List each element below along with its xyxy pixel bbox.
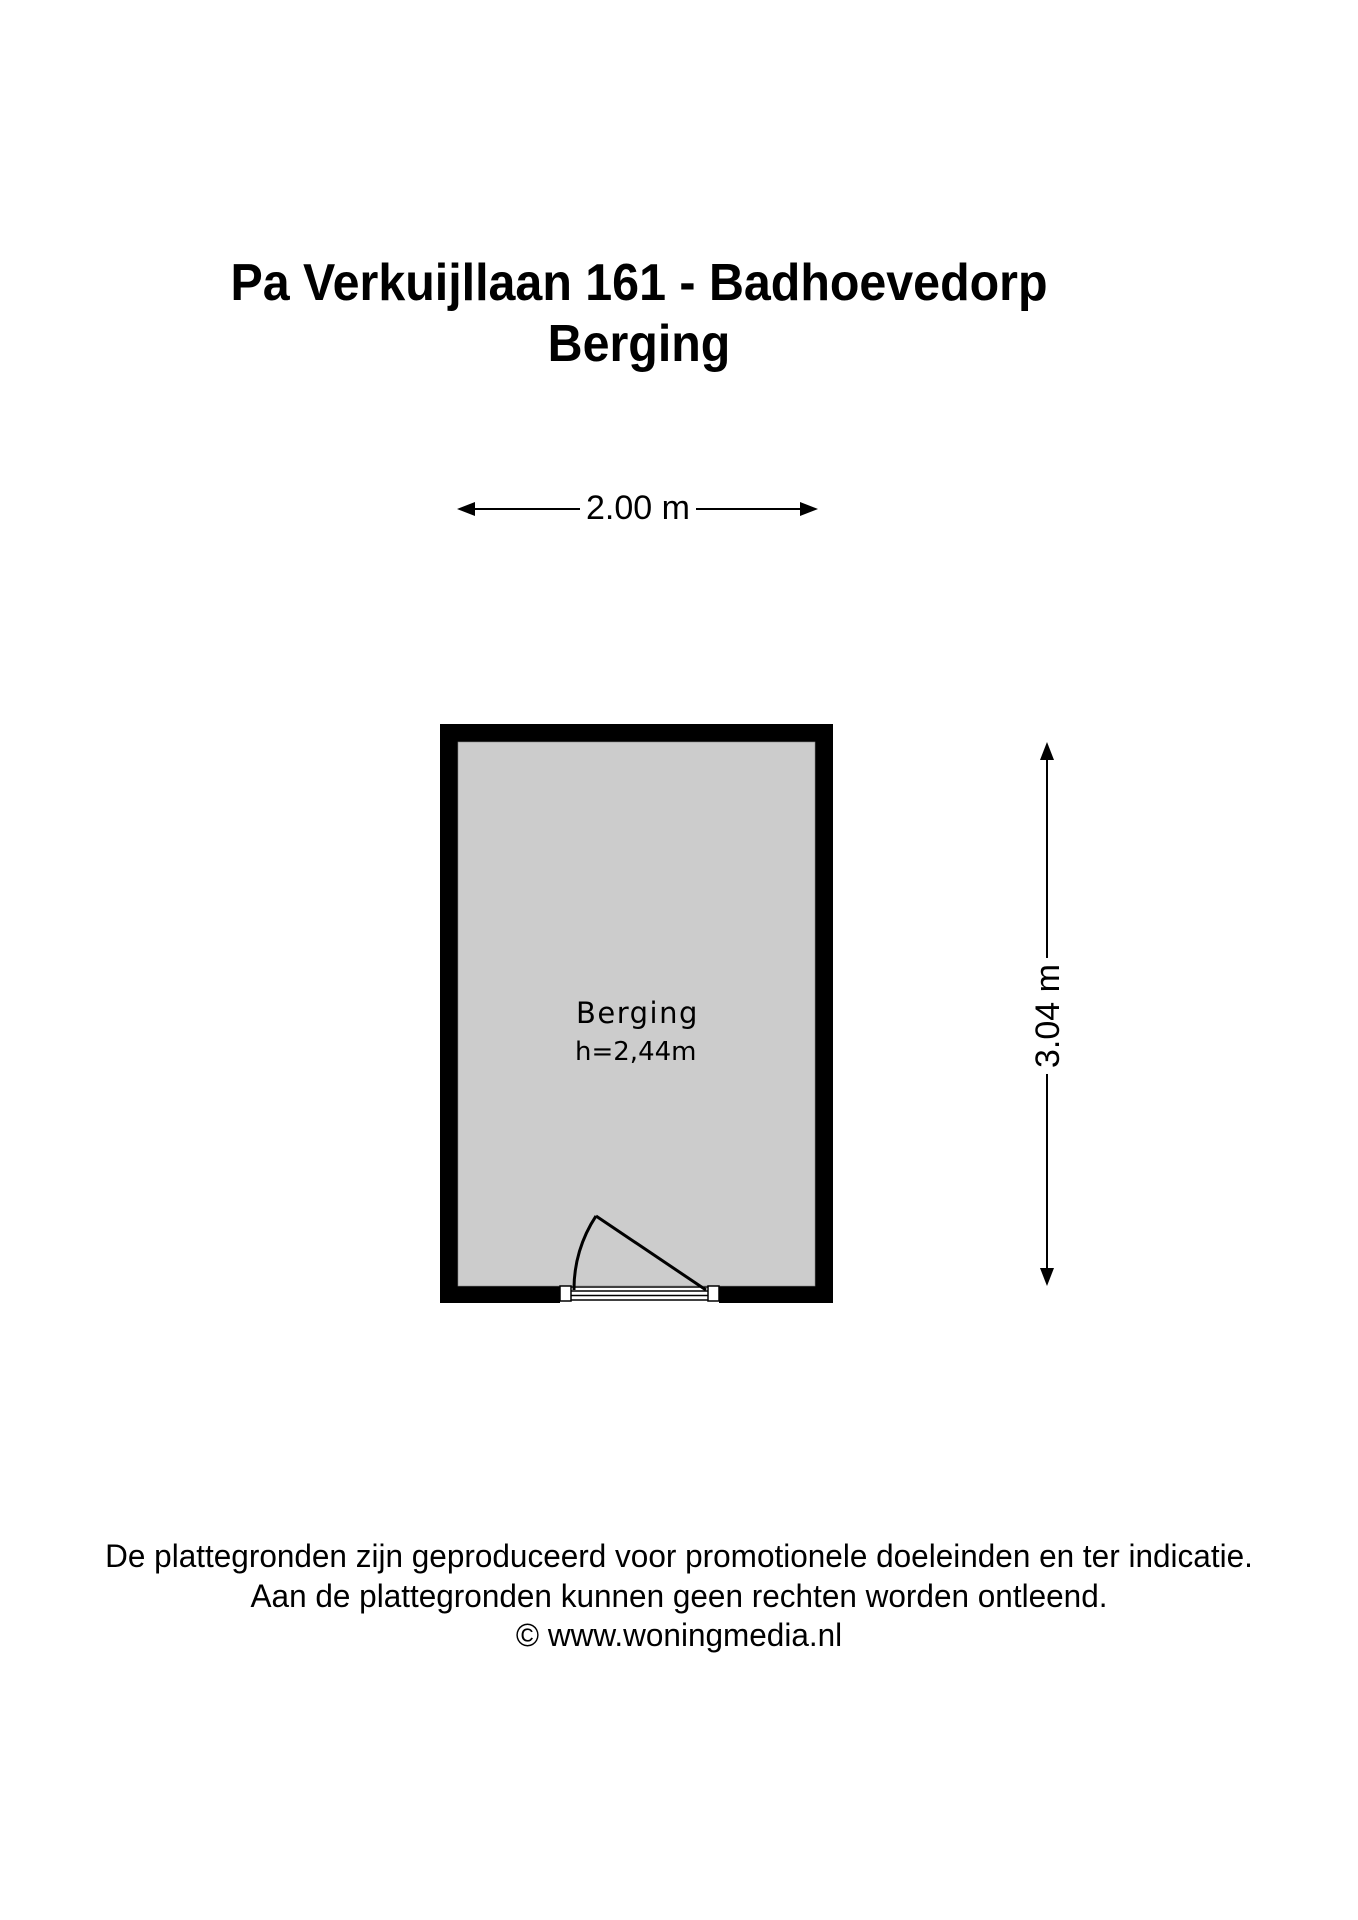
page-title: Pa Verkuijllaan 161 - Badhoevedorp [230,254,1048,312]
disclaimer-line-1: De plattegronden zijn geproduceerd voor promotionele doeleinden en ter indicatie. [105,1538,1253,1574]
copyright-link: © www.woningmedia.nl [515,1617,843,1653]
page-subtitle: Berging [547,315,731,373]
room-height-label: h=2,44m [575,1037,697,1067]
depth-dimension-label: 3.04 m [1031,958,1065,1074]
arrow-down-icon [1040,1268,1054,1286]
arrow-up-icon [1040,742,1054,760]
door-jamb-left [560,1286,571,1301]
disclaimer-line-2: Aan de plattegronden kunnen geen rechten worden ontleend. [250,1578,1108,1614]
width-dimension-label: 2.00 m [580,491,696,525]
door-jamb-right [708,1286,719,1301]
arrow-left-icon [457,502,475,516]
room-name-label: Berging [576,996,699,1030]
arrow-right-icon [800,502,818,516]
